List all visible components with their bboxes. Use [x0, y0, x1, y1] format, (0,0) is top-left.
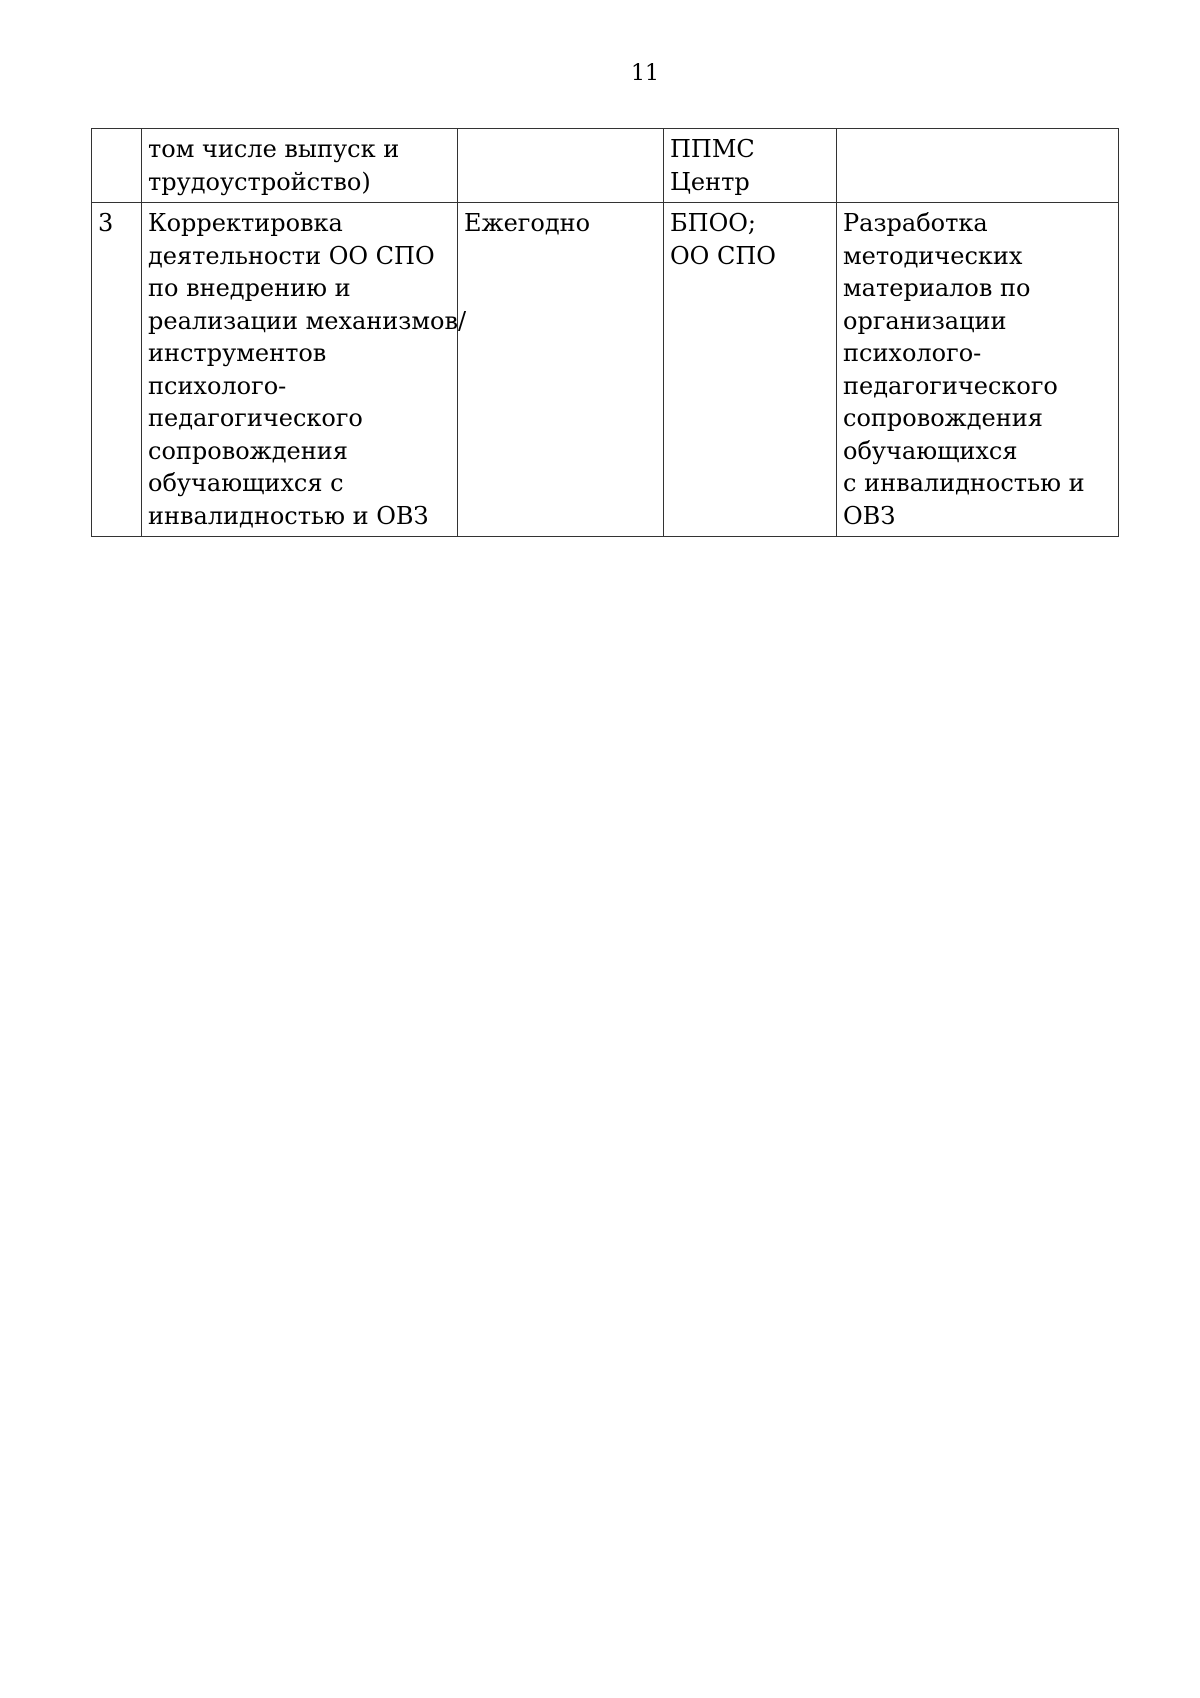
- responsible-line: БПОО;: [670, 209, 757, 237]
- activity-line: деятельности ОО СПО: [148, 241, 435, 270]
- row-number-cell: 3: [92, 203, 142, 537]
- table-row: [92, 203, 1119, 537]
- result-cell: [837, 129, 1119, 203]
- activity-line: сопровождения: [148, 436, 348, 465]
- activity-line: по внедрению и: [148, 274, 351, 302]
- responsible-cell: [664, 129, 837, 203]
- result-line: Разработка: [843, 209, 988, 237]
- activity-line: трудоустройство): [148, 167, 371, 196]
- result-line: материалов по: [843, 274, 1031, 302]
- result-line: сопровождения: [843, 404, 1043, 432]
- result-line: психолого-: [843, 339, 982, 367]
- result-line: ОВЗ: [843, 501, 896, 530]
- responsible-line: Центр: [670, 167, 750, 196]
- row-number-cell: [92, 129, 142, 203]
- activity-cell: [142, 203, 467, 537]
- activity-line: психолого-: [148, 371, 287, 400]
- responsible-line: ОО СПО: [670, 241, 776, 270]
- activity-line: обучающихся с: [148, 469, 344, 497]
- period-cell: [458, 129, 664, 203]
- result-line: организации: [843, 306, 1007, 335]
- activity-line: инвалидностью и ОВЗ: [148, 501, 429, 530]
- activity-line: Корректировка: [148, 209, 343, 237]
- page-number: 11: [631, 61, 659, 86]
- responsible-cell: [664, 203, 837, 537]
- result-line: педагогического: [843, 371, 1058, 400]
- result-cell: [837, 203, 1119, 537]
- responsible-line: ППМС: [670, 135, 755, 163]
- result-line: методических: [843, 241, 1023, 270]
- activity-line: педагогического: [148, 404, 363, 432]
- result-line: обучающихся: [843, 436, 1018, 465]
- plan-table: [91, 128, 1119, 537]
- activity-line: инструментов: [148, 339, 327, 367]
- activity-line: реализации механизмов/: [148, 306, 467, 335]
- activity-line: том числе выпуск и: [148, 135, 400, 163]
- period-cell: Ежегодно: [458, 203, 664, 537]
- table-row: [92, 129, 1119, 203]
- result-line: с инвалидностью и: [843, 469, 1085, 497]
- activity-cell: [142, 129, 458, 203]
